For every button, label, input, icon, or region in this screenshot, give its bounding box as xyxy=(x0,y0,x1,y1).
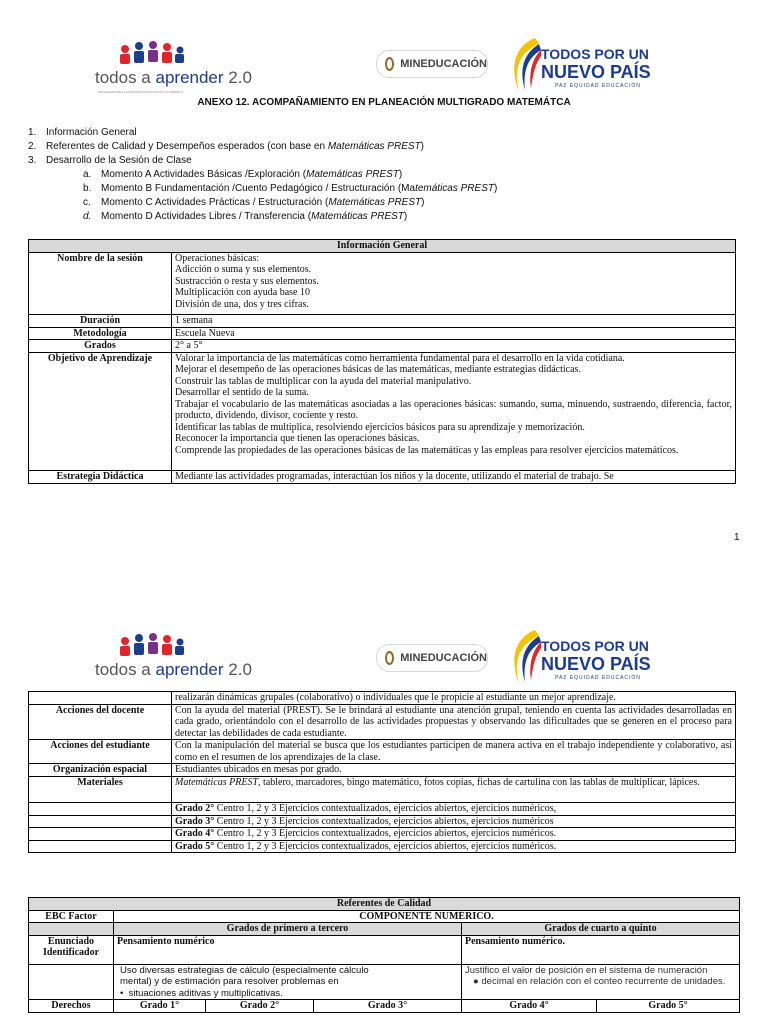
document-title: ANEXO 12. ACOMPAÑAMIENTO EN PLANEACIÓN MULTIGRADO MATEMÁTCA xyxy=(197,97,571,108)
general-info-table-continued xyxy=(28,691,736,853)
teacher-value: Con la ayuda del material (PREST). Se le brindará al estudiante una atención grupal, teniendo en cuenta las actividades desarrolladas en cada grado, orientándolo con el desarrollo de las actividades propuestas y observando las dificultades que se generen en el proceso para detectar las debilidades de cada estudiante. xyxy=(172,704,736,740)
strategy-label: Estrategia Didáctica xyxy=(29,471,172,484)
moment-item: c. Momento C Actividades Prácticas / Estructuración (Matemáticas PREST) xyxy=(83,197,425,208)
standard-low: Uso diversas estrategias de cálculo (especialmente cálculo mental) y de estimación para resolver problemas en • situaciones aditivas y multiplicativas. xyxy=(114,964,462,1000)
mineducacion-badge: MINEDUCACIÓN xyxy=(376,50,488,78)
standard-high: Justifico el valor de posición en el sistema de numeración ● decimal en relación con el conteo recurrente de unidades. xyxy=(462,964,740,1000)
outline-item: 2. Referentes de Calidad y Desempeños esperados (con base en Matemáticas PREST) xyxy=(28,141,424,152)
thought-high: Pensamiento numérico. xyxy=(462,935,740,964)
grades-label: Grados xyxy=(29,340,172,353)
quality-header: Referentes de Calidad xyxy=(29,898,740,911)
page-number: 1 xyxy=(734,532,740,543)
grade-3-header: Grado 3° xyxy=(314,1000,462,1013)
todos-a-aprender-logo: todos a aprender 2.0 PROGRAMA PARA LA EXCELENCIA DOCENTE Y ACADÉMICA xyxy=(95,40,225,110)
materials-value: Matemáticas PREST, tablero, marcadores, bingo matemático, fotos copias, fichas de cartulina con las tablas de multiplicar, lápices. xyxy=(172,776,736,803)
grade-row: Grado 3° Centro 1, 2 y 3 Ejercicios contextualizados, ejercicios abiertos, ejercicios numéricos xyxy=(172,815,736,828)
grade-row: Grado 4° Centro 1, 2 y 3 Ejercicios contextualizados, ejercicios abiertos, ejercicios numéricos. xyxy=(172,828,736,841)
method-value: Escuela Nueva xyxy=(172,327,736,340)
grades-low-header: Grados de primero a tercero xyxy=(114,923,462,936)
grade-5-header: Grado 5° xyxy=(597,1000,740,1013)
objective-label: Objetivo de Aprendizaje xyxy=(29,352,172,471)
grade-1-header: Grado 1° xyxy=(114,1000,206,1013)
thought-low: Pensamiento numérico xyxy=(114,935,462,964)
grade-row: Grado 2° Centro 1, 2 y 3 Ejercicios contextualizados, ejercicios abiertos, ejercicios numéricos, xyxy=(172,803,736,816)
objective-value: Valorar la importancia de las matemáticas como herramienta fundamental para el desarrollo en la vida cotidiana. Mejorar el desempeño de las operaciones básicas de las matemáticas, mediante estrategias didácticas. Construir las tablas de multiplicar con la ayuda del material manipulativo. Desarrollar el sentido de la suma. Trabajar el vocabulario de las matemáticas asociadas a las operaciones básicas: sumando, suma, minuendo, sustraendo, diferencia, factor, producto, dividendo, divisor, cociente y resto. Identificar las tablas de multiplica, resolviendo ejercicios básicos para su aprendizaje y memorización. Reconocer la importancia que tienen las operaciones básicas. Comprende las propiedades de las operaciones básicas de las matemáticas y las empleas para resolver ejercicios matemáticos. xyxy=(172,352,736,471)
moment-item: a. Momento A Actividades Básicas /Exploración (Matemáticas PREST) xyxy=(83,169,403,180)
method-label: Metodología xyxy=(29,327,172,340)
mineducacion-badge: MINEDUCACIÓN xyxy=(376,644,488,672)
seal-icon xyxy=(385,651,394,665)
bullet-icon: • xyxy=(120,987,129,999)
todos-por-un-nuevo-pais-logo: TODOS POR UN NUEVO PAÍS PAZ EQUIDAD EDUCACIÓN xyxy=(505,36,655,96)
people-icon xyxy=(117,40,187,68)
outline-item: 3. Desarrollo de la Sesión de Clase xyxy=(28,155,192,166)
grades-high-header: Grados de cuarto a quinto xyxy=(462,923,740,936)
outline-item: 1. Información General xyxy=(28,127,137,138)
session-label: Nombre de la sesión xyxy=(29,252,172,315)
strategy-value: Mediante las actividades programadas, interactúan los niños y la docente, utilizando el material de trabajo. Se xyxy=(172,471,736,484)
duration-value: 1 semana xyxy=(172,315,736,328)
component-title: COMPONENTE NUMÉRICO. xyxy=(114,910,740,923)
todos-por-un-nuevo-pais-logo: TODOS POR UN NUEVO PAÍS PAZ EQUIDAD EDUCACIÓN xyxy=(505,628,655,688)
quality-references-table xyxy=(28,897,740,1013)
flag-swoosh-icon xyxy=(505,36,541,94)
statement-label: Enunciado Identificador xyxy=(29,935,114,964)
moment-item: d. Momento D Actividades Libres / Transferencia (Matemáticas PREST) xyxy=(83,211,408,222)
table-header: Información General xyxy=(29,240,736,253)
grade-row: Grado 5° Centro 1, 2 y 3 Ejercicios contextualizados, ejercicios abiertos, ejercicios numéricos. xyxy=(172,840,736,853)
materials-label: Materiales xyxy=(29,776,172,803)
strategy-continued: realizarán dinámicas grupales (colaborativo) o individuales que le propicie al estudiante un mejor aprendizaje. xyxy=(172,692,736,705)
general-info-table xyxy=(28,239,736,484)
outline-list xyxy=(28,126,497,224)
people-icon xyxy=(117,632,187,660)
rights-label: Derechos xyxy=(29,1000,114,1013)
session-value: Operaciones básicas: Adicción o suma y sus elementos. Sustracción o resta y sus elementos. Multiplicación con ayuda base 10 División de una, dos y tres cifras. xyxy=(172,252,736,315)
flag-swoosh-icon xyxy=(505,628,541,686)
seal-icon xyxy=(385,57,394,71)
space-label: Organización espacial xyxy=(29,764,172,777)
student-label: Acciones del estudiante xyxy=(29,740,172,764)
space-value: Estudiantes ubicados en mesas por grado. xyxy=(172,764,736,777)
grade-4-header: Grado 4° xyxy=(462,1000,597,1013)
teacher-label: Acciones del docente xyxy=(29,704,172,740)
student-value: Con la manipulación del material se busca que los estudiantes participen de manera activa en el trabajo independiente y colaborativo, así como en el resumen de los aprendizajes de la clase. xyxy=(172,740,736,764)
bullet-icon: ● xyxy=(473,976,482,987)
duration-label: Duración xyxy=(29,315,172,328)
ebc-label: EBC Factor xyxy=(29,910,114,923)
moment-item: b. Momento B Fundamentación /Cuento Pedagógico / Estructuración (Matemáticas PREST) xyxy=(83,183,498,194)
grades-value: 2° a 5° xyxy=(172,340,736,353)
grade-2-header: Grado 2° xyxy=(206,1000,314,1013)
todos-a-aprender-logo: todos a aprender 2.0 xyxy=(95,632,225,702)
